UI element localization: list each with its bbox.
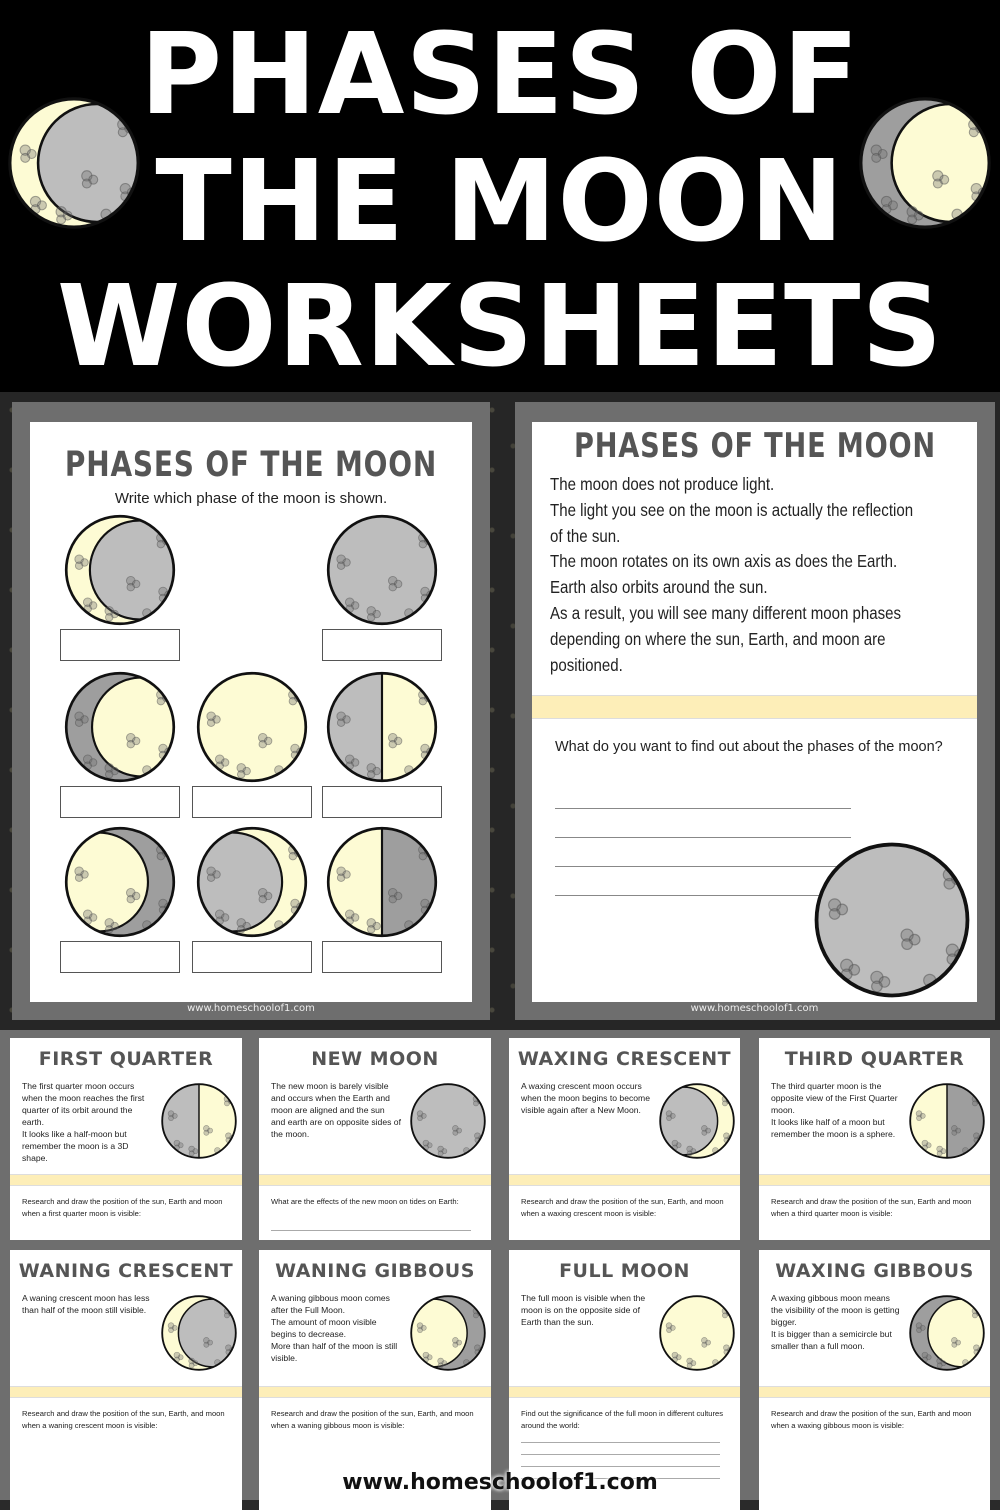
moon-waxing-gibbous-icon <box>857 95 993 235</box>
answer-line[interactable] <box>271 1230 471 1231</box>
banner-title-line-3: WORKSHEETS <box>56 262 944 392</box>
card-task: Research and draw the position of the sun, Earth and moon when a third quarter moon is visible: <box>771 1197 972 1218</box>
moon-third-quarter-icon <box>325 825 439 943</box>
card-description: A waning gibbous moon comes after the Full Moon. The amount of moon visible begins to decrease. More than half of the moon is still visible. <box>271 1293 398 1363</box>
banner-title-line-1: PHASES OF <box>139 10 861 140</box>
answer-box[interactable] <box>60 786 180 818</box>
card-title: WAXING CRESCENT <box>517 1048 732 1070</box>
answer-box[interactable] <box>322 941 442 973</box>
moon-waning-gibbous-icon <box>409 1294 487 1376</box>
card-title: FIRST QUARTER <box>38 1048 214 1070</box>
intro-question: What do you want to find out about the phases of the moon? <box>555 739 943 755</box>
moon-full-icon <box>658 1294 736 1376</box>
card-description: A waxing gibbous moon means the visibility of the moon is getting bigger. It is bigger than a semicircle but smaller than a full moon. <box>771 1293 900 1351</box>
intro-paragraph <box>550 472 913 678</box>
moon-first-quarter-icon <box>160 1082 238 1164</box>
answer-box[interactable] <box>60 941 180 973</box>
answer-line[interactable] <box>521 1454 720 1455</box>
footer-url[interactable]: www.homeschoolof1.com <box>342 1470 658 1495</box>
yellow-band <box>759 1174 990 1186</box>
paragraph-line: positioned. <box>550 654 623 675</box>
yellow-band <box>759 1386 990 1398</box>
moon-new-icon <box>812 840 972 1004</box>
worksheet-title: PHASES OF THE MOON <box>573 426 936 466</box>
card-task: Research and draw the position of the sun, Earth and moon when a waxing gibbous moon is visible: <box>771 1409 972 1430</box>
worksheet-title: PHASES OF THE MOON <box>64 445 438 485</box>
yellow-band <box>10 1386 242 1398</box>
card-title: FULL MOON <box>559 1260 690 1282</box>
card-task: Research and draw the position of the sun, Earth, and moon when a waxing crescent moon is visible: <box>521 1197 724 1218</box>
worksheet-url: www.homeschoolof1.com <box>690 1003 819 1014</box>
card-title: WANING GIBBOUS <box>275 1260 475 1282</box>
yellow-band <box>259 1386 491 1398</box>
card-task: What are the effects of the new moon on tides on Earth: <box>271 1197 459 1206</box>
yellow-band <box>259 1174 491 1186</box>
answer-box[interactable] <box>322 786 442 818</box>
card-description: The full moon is visible when the moon is on the opposite side of Earth than the sun. <box>521 1293 646 1327</box>
banner <box>0 0 1000 392</box>
answer-box[interactable] <box>322 629 442 661</box>
yellow-band <box>10 1174 242 1186</box>
paragraph-line: The moon rotates on its own axis as does the Earth. <box>550 551 898 572</box>
moon-waxing-crescent-icon <box>658 1082 736 1164</box>
answer-line[interactable] <box>555 808 851 809</box>
moon-full-icon <box>195 670 309 788</box>
yellow-band <box>509 1386 740 1398</box>
card-title: WAXING GIBBOUS <box>775 1260 974 1282</box>
moon-waxing-gibbous-icon <box>63 670 177 788</box>
paragraph-line: The moon does not produce light. <box>550 474 775 494</box>
phase-card-waxing-crescent <box>509 1038 740 1240</box>
card-description: The third quarter moon is the opposite view of the First Quarter moon. It looks like half of a moon but remember the moon is a sphere. <box>771 1081 898 1139</box>
answer-line[interactable] <box>521 1442 720 1443</box>
paragraph-line: of the sun. <box>550 525 621 546</box>
phase-card-new-moon <box>259 1038 491 1240</box>
answer-line[interactable] <box>555 866 851 867</box>
moon-waning-crescent-icon <box>63 513 177 631</box>
answer-box[interactable] <box>192 941 312 973</box>
paragraph-line: Earth also orbits around the sun. <box>550 577 768 598</box>
paragraph-line: As a result, you will see many different moon phases <box>550 602 902 623</box>
card-task: Find out the significance of the full moon in different cultures around the world: <box>521 1409 724 1430</box>
yellow-band <box>509 1174 740 1186</box>
answer-line[interactable] <box>521 1466 720 1467</box>
worksheet-url: www.homeschoolof1.com <box>187 1003 315 1014</box>
card-description: The new moon is barely visible and occurs when the Earth and moon are aligned and the sun and earth are on opposite sides of the moon. <box>271 1081 401 1139</box>
intro-worksheet <box>532 422 977 1014</box>
phase-cards-grid <box>0 1030 1000 1500</box>
moon-new-icon <box>325 513 439 631</box>
moon-third-quarter-icon <box>908 1082 986 1164</box>
answer-line[interactable] <box>555 837 851 838</box>
moon-waxing-crescent-icon <box>195 825 309 943</box>
phase-card-third-quarter <box>759 1038 990 1240</box>
card-task: Research and draw the position of the sun, Earth, and moon when a waning crescent moon is visible: <box>22 1409 225 1430</box>
card-title: WANING CRESCENT <box>18 1260 234 1282</box>
moon-new-icon <box>409 1082 487 1164</box>
answer-box[interactable] <box>192 786 312 818</box>
quiz-worksheet <box>30 422 472 1014</box>
moon-first-quarter-icon <box>325 670 439 788</box>
card-description: A waxing crescent moon occurs when the moon begins to become visible again after a New Moon. <box>521 1081 650 1115</box>
worksheet-instruction: Write which phase of the moon is shown. <box>114 490 388 507</box>
answer-line[interactable] <box>555 895 851 896</box>
moon-waning-crescent-icon <box>6 95 142 235</box>
paragraph-line: depending on where the sun, Earth, and moon are <box>550 628 886 649</box>
card-description: The first quarter moon occurs when the moon reaches the first quarter of its orbit around the earth. It looks like a half-moon but remember the moon is a 3D shape. <box>22 1081 145 1163</box>
card-title: THIRD QUARTER <box>784 1048 965 1070</box>
card-description: A waning crescent moon has less than half of the moon still visible. <box>22 1293 150 1315</box>
card-task: Research and draw the position of the sun, Earth and moon when a first quarter moon is visible: <box>22 1197 223 1218</box>
moon-waxing-gibbous-icon <box>908 1294 986 1376</box>
moon-waning-crescent-icon <box>160 1294 238 1376</box>
card-task: Research and draw the position of the sun, Earth, and moon when a waning gibbous moon is visible: <box>271 1409 474 1430</box>
paragraph-line: The light you see on the moon is actually the reflection <box>550 499 914 520</box>
card-title: NEW MOON <box>311 1048 439 1070</box>
yellow-band <box>532 695 977 719</box>
banner-title-line-2: THE MOON <box>155 137 845 267</box>
phase-card-first-quarter <box>10 1038 242 1240</box>
answer-box[interactable] <box>60 629 180 661</box>
moon-waning-gibbous-icon <box>63 825 177 943</box>
